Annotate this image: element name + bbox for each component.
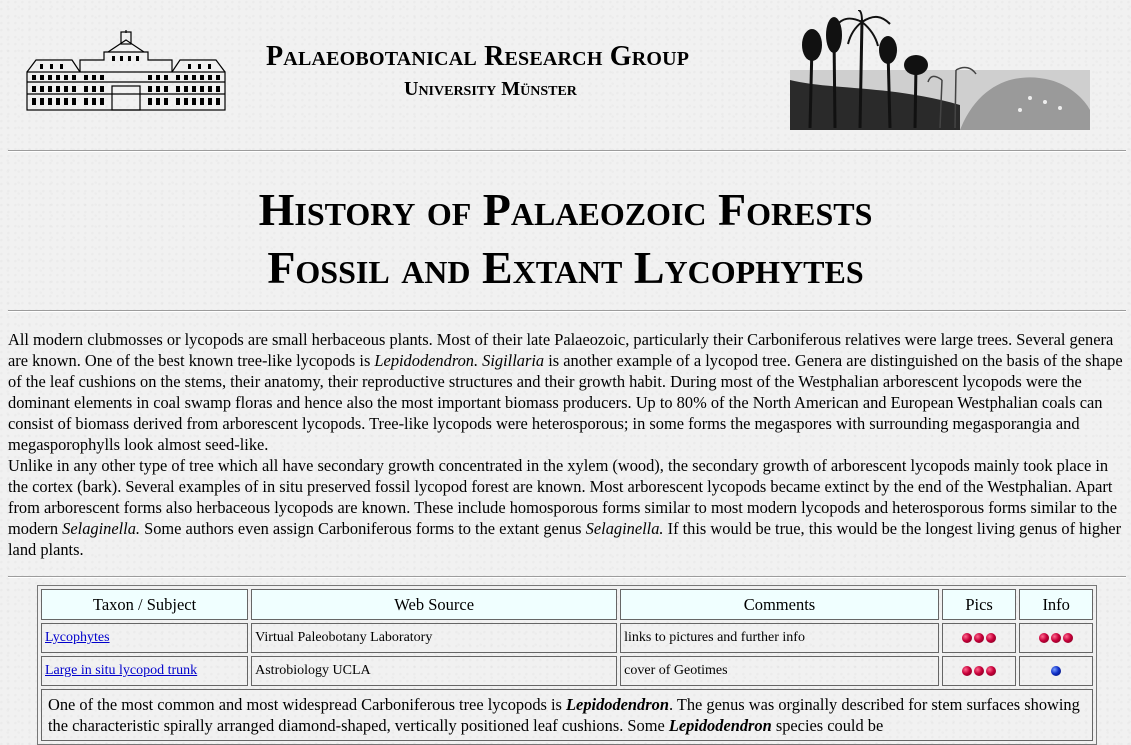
pic-dot-icon — [974, 633, 984, 643]
taxon-cell — [41, 623, 248, 653]
description-text: . The genus was orginally described for stem surfaces showing the characteristic spirally arranged diamond-shaped, vertically positioned leaf cushions. Some — [48, 695, 1080, 735]
comments-cell: links to pictures and further info — [620, 623, 939, 653]
genus-name: Lepidodendron. Sigillaria — [374, 351, 545, 370]
table-row — [41, 656, 1093, 686]
source-cell: Astrobiology UCLA — [251, 656, 617, 686]
page-title-line-1: History of Palaeozoic Forests — [258, 184, 873, 235]
info-dot-icon — [1039, 633, 1049, 643]
description-text: species could be — [771, 716, 884, 735]
pics-cell[interactable] — [942, 623, 1017, 653]
pics-cell[interactable] — [942, 656, 1017, 686]
pic-dot-icon — [986, 633, 996, 643]
table-row — [41, 623, 1093, 653]
title-divider — [8, 310, 1126, 312]
genus-name: Lepidodendron — [566, 695, 669, 714]
taxon-link-lycopod-trunk[interactable]: Large in situ lycopod trunk — [45, 663, 198, 678]
description-text: One of the most common and most widespread Carboniferous tree lycopods is — [48, 695, 567, 714]
info-cell[interactable] — [1019, 656, 1093, 686]
intro-paragraph-1 — [8, 329, 1123, 455]
intro-paragraph-2 — [8, 455, 1123, 560]
intro-text-segment: is another example of a lycopod tree. Genera are distinguished on the basis of the shape of the leaf cushions on the stems, their anatomy, their reproductive structures and their growth habit. During most of the Westphalian arborescent lycopods were the dominant elements in coal swamp floras and hence also the most important biomass producers. Up to 80% of the North American and European Westphalian coals can consist of biomass derived from arborescent lycopods. Tree-like lycopods were heterosporous; in some forms the megaspores with surrounding megasporangia and megasporophylls look almost seed-like. — [8, 351, 1123, 454]
column-header-comments: Comments — [620, 589, 939, 620]
intro-text — [8, 329, 1123, 560]
pic-dot-icon — [986, 666, 996, 676]
intro-text-segment: All modern clubmosses or lycopods are small herbaceous plants. Most of their late Palaeozoic, particularly their Carboniferous relatives were large trees. Several genera are known. One of the best known tree-like lycopods is — [8, 330, 1114, 370]
info-dot-icon — [1051, 633, 1061, 643]
info-dot-icon — [1051, 666, 1061, 676]
description-row — [41, 689, 1093, 741]
column-header-info: Info — [1019, 589, 1093, 620]
info-cell[interactable] — [1019, 623, 1093, 653]
column-header-source: Web Source — [251, 589, 617, 620]
page-title — [0, 181, 1131, 297]
intro-text-segment: Some authors even assign Carboniferous forms to the extant genus — [140, 519, 586, 538]
lepidodendron-description — [41, 689, 1093, 741]
page-title-line-2: Fossil and Extant Lycophytes — [267, 242, 864, 293]
pic-dot-icon — [962, 633, 972, 643]
taxon-link-lycophytes[interactable]: Lycophytes — [45, 630, 110, 645]
research-group-name: Palaeobotanical Research Group — [266, 41, 690, 72]
taxon-cell — [41, 656, 248, 686]
university-name: University Münster — [404, 78, 577, 100]
links-table — [37, 585, 1097, 745]
column-header-taxon: Taxon / Subject — [41, 589, 248, 620]
header-divider — [8, 150, 1126, 152]
pic-dot-icon — [974, 666, 984, 676]
intro-text-segment: If this would be true, this would be the longest living genus of higher land plants. — [8, 519, 1122, 559]
intro-text-segment: Unlike in any other type of tree which all have secondary growth concentrated in the xylem (wood), the secondary growth of arborescent lycopods mainly took place in the cortex (bark). Several examples of in situ preserved fossil lycopod forest are known. Most arborescent lycopods became extinct by the end of the Westphalian. Apart from arborescent forms also herbaceous lycopods are known. These include homosporous forms similar to most modern lycopods and heterosporous forms similar to the modern — [8, 456, 1118, 538]
intro-divider — [8, 576, 1126, 578]
palaeozoic-forest-illustration — [790, 10, 1090, 130]
genus-name: Selaginella. — [585, 519, 664, 538]
pic-dot-icon — [962, 666, 972, 676]
comments-cell: cover of Geotimes — [620, 656, 939, 686]
info-dot-icon — [1063, 633, 1073, 643]
genus-name: Selaginella. — [62, 519, 141, 538]
source-cell: Virtual Paleobotany Laboratory — [251, 623, 617, 653]
genus-name: Lepidodendron — [668, 716, 772, 735]
column-header-pics: Pics — [942, 589, 1017, 620]
table-header-row — [41, 589, 1093, 620]
university-building-icon — [24, 30, 228, 112]
